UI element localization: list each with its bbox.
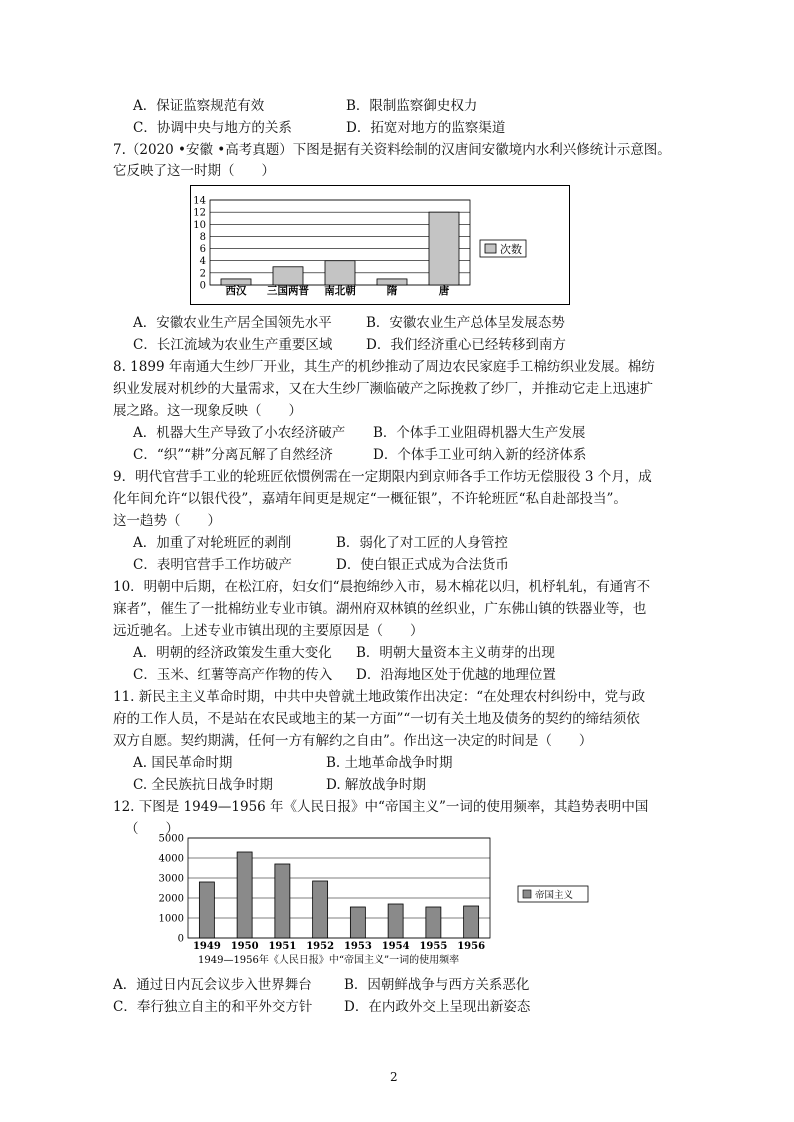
q9-line2: 化年间允许“以银代役”，嘉靖年间更是规定“一概征银”，不许轮班匠“私自赴部投当”。 xyxy=(113,491,627,507)
q7-option-a: A．安徽农业生产居全国领先水平 xyxy=(133,315,332,331)
q12-option-b: B．因朝鲜战争与西方关系恶化 xyxy=(344,977,530,993)
q7-option-c: C．长江流域为农业生产重要区域 xyxy=(133,337,333,353)
c2-y-tick-label: 3000 xyxy=(158,873,184,885)
q12-legend-swatch xyxy=(523,890,531,898)
c2-x-label: 1954 xyxy=(381,941,410,952)
q8-option-c: C．“织”“耕”分离瓦解了自然经济 xyxy=(133,447,333,463)
c1-y-tick-label: 4 xyxy=(199,256,206,268)
q11-option-d: D. 解放战争时期 xyxy=(326,777,426,793)
c2-bar-1956 xyxy=(464,906,479,938)
q11-option-b: B. 土地革命战争时期 xyxy=(326,755,453,771)
q12-option-d: D．在内政外交上呈现出新姿态 xyxy=(344,999,531,1015)
c1-x-label: 三国两晋 xyxy=(267,285,309,297)
q10-option-d: D．沿海地区处于优越的地理位置 xyxy=(356,667,556,683)
q8-option-b: B．个体手工业阻碍机器大生产发展 xyxy=(373,425,586,441)
c2-x-label: 1956 xyxy=(457,941,486,952)
q12-line2: （ ） xyxy=(125,821,179,837)
q9-line1: 9．明代官营手工业的轮班匠依惯例需在一定期限内到京师各手工作坊无偿服役 3 个月，成 xyxy=(113,469,652,485)
q8-option-d: D．个体手工业可纳入新的经济体系 xyxy=(373,447,587,463)
q10-option-c: C．玉米、红薯等高产作物的传入 xyxy=(133,667,333,683)
c2-bar-1951 xyxy=(275,864,290,938)
q12-option-a: A．通过日内瓦会议步入世界舞台 xyxy=(113,977,312,993)
page-number: 2 xyxy=(390,1070,398,1084)
q12-option-c: C．奉行独立自主的和平外交方针 xyxy=(113,999,313,1015)
c1-y-tick-label: 2 xyxy=(199,268,206,280)
q11-option-a: A. 国民革命时期 xyxy=(133,755,233,771)
c1-y-tick-label: 8 xyxy=(199,231,206,243)
q6-option-d: D．拓宽对地方的监察渠道 xyxy=(346,120,506,136)
c1-x-label: 西汉 xyxy=(225,285,247,297)
q7-legend-swatch xyxy=(485,244,496,253)
c2-x-label: 1952 xyxy=(306,941,335,952)
q12-chart-caption: 1949—1956年《人民日报》中“帝国主义”一词的使用频率 xyxy=(198,955,460,966)
q6-option-b: B．限制监察御史权力 xyxy=(346,98,478,114)
q12-chart xyxy=(150,830,600,970)
c2-bar-1953 xyxy=(350,907,365,938)
q9-option-d: D．使白银正式成为合法货币 xyxy=(336,557,509,573)
q11-line1: 11. 新民主主义革命时期，中共中央曾就土地政策作出决定：“在处理农村纠纷中，党与政 xyxy=(113,689,646,705)
q9-line3: 这一趋势（ ） xyxy=(113,513,221,529)
c2-x-label: 1951 xyxy=(268,941,297,952)
c2-bar-1955 xyxy=(426,907,441,938)
q6-option-c: C．协调中央与地方的关系 xyxy=(133,120,292,136)
q7-chart-legend xyxy=(480,240,526,257)
c1-bar-南北朝 xyxy=(325,261,355,285)
c2-bar-1954 xyxy=(388,904,403,938)
q8-line2: 织业发展对机纱的大量需求，又在大生纱厂濒临破产之际挽救了纱厂，并推动它走上迅速扩 xyxy=(113,381,653,397)
c1-y-tick-label: 14 xyxy=(193,195,206,207)
c2-y-tick-label: 0 xyxy=(177,933,184,945)
c1-y-tick-label: 10 xyxy=(193,219,206,231)
c1-bar-三国两晋 xyxy=(273,267,303,285)
c2-bar-1952 xyxy=(313,881,328,938)
q8-line3: 展之路。这一现象反映（ ） xyxy=(113,403,302,419)
c2-x-label: 1955 xyxy=(419,941,448,952)
q11-line2: 府的工作人员，不是站在农民或地主的某一方面”“一切有关土地及债务的契约的缔结须依 xyxy=(113,711,640,727)
c1-x-label: 唐 xyxy=(438,285,450,297)
c1-y-tick-label: 12 xyxy=(193,207,206,219)
c2-x-label: 1950 xyxy=(230,941,259,952)
q10-option-a: A．明朝的经济政策发生重大变化 xyxy=(133,645,332,661)
c2-y-tick-label: 5000 xyxy=(158,833,184,845)
q10-line1: 10．明朝中后期，在松江府，妇女们“晨抱绵纱入市，易木棉花以归，机杼轧轧，有通宵不 xyxy=(113,579,651,595)
q12-chart-legend xyxy=(518,886,588,902)
q10-line2: 寐者”，催生了一批棉纺业专业市镇。湖州府双林镇的丝织业，广东佛山镇的铁器业等，也 xyxy=(113,601,647,617)
q12-legend-label: 帝国主义 xyxy=(535,890,574,901)
q6-option-a: A．保证监察规范有效 xyxy=(133,98,265,114)
c2-y-tick-label: 4000 xyxy=(158,853,184,865)
q7-legend-label: 次数 xyxy=(500,243,522,256)
c1-y-tick-label: 6 xyxy=(199,244,206,256)
q7-stem-line2: 它反映了这一时期（ ） xyxy=(113,163,275,179)
c2-bar-1950 xyxy=(237,852,252,938)
c1-y-tick-label: 0 xyxy=(199,280,206,292)
q10-option-b: B．明朝大量资本主义萌芽的出现 xyxy=(356,645,555,661)
c1-x-label: 南北朝 xyxy=(324,285,356,297)
c1-x-label: 隋 xyxy=(386,285,398,297)
c2-x-label: 1949 xyxy=(192,941,221,952)
c1-bar-唐 xyxy=(429,212,459,285)
q8-line1: 8. 1899 年南通大生纱厂开业，其生产的机纱推动了周边农民家庭手工棉纺织业发展。棉纺 xyxy=(113,359,655,375)
q7-option-b: B．安徽农业生产总体呈发展态势 xyxy=(366,315,565,331)
q11-line3: 双方自愿。契约期满，任何一方有解约之自由”。作出这一决定的时间是（ ） xyxy=(113,733,593,749)
c2-bar-1949 xyxy=(199,882,214,938)
c2-plot-area xyxy=(188,838,490,938)
q9-option-c: C．表明官营手工作坊破产 xyxy=(133,557,292,573)
q10-line3: 远近驰名。上述专业市镇出现的主要原因是（ ） xyxy=(113,623,424,639)
q7-stem-line1: 7.（2020 •安徽 •高考真题）下图是据有关资料绘制的汉唐间安徽境内水利兴修统计示意图。 xyxy=(113,142,671,158)
q8-option-a: A．机器大生产导致了小农经济破产 xyxy=(133,425,346,441)
q11-option-c: C. 全民族抗日战争时期 xyxy=(133,777,273,793)
c2-y-tick-label: 2000 xyxy=(158,893,184,905)
c2-y-tick-label: 1000 xyxy=(158,913,184,925)
q9-option-a: A．加重了对轮班匠的剥削 xyxy=(133,535,292,551)
c2-x-label: 1953 xyxy=(343,941,372,952)
q9-option-b: B．弱化了对工匠的人身管控 xyxy=(336,535,508,551)
q7-chart xyxy=(190,185,570,305)
q12-line1: 12. 下图是 1949—1956 年《人民日报》中“帝国主义”一词的使用频率，其趋势表明中国 xyxy=(113,799,649,815)
q7-option-d: D．我们经济重心已经转移到南方 xyxy=(366,337,566,353)
